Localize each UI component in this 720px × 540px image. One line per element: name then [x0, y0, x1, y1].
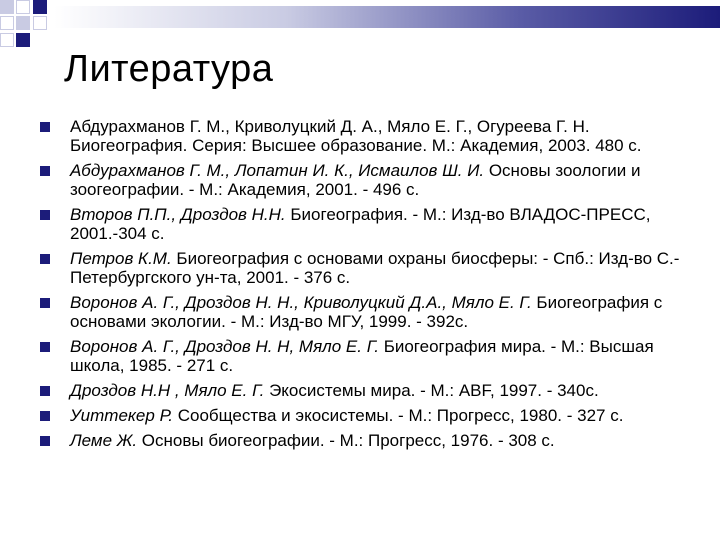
reference-text: Биогеография с основами экологии. - М.: Изд-во МГУ, 1999. - 392с.: [70, 293, 663, 331]
reference-authors: Петров К.М.: [70, 249, 172, 268]
decor-square: [33, 0, 47, 14]
list-item: [40, 249, 700, 287]
decor-square: [0, 33, 14, 47]
square-bullet-icon: [40, 436, 50, 446]
list-item: [40, 337, 700, 375]
reference-text: Сообщества и экосистемы. - М.: Прогресс, 1980. - 327 с.: [172, 406, 624, 425]
reference-text: Абдурахманов Г. М., Криволуцкий Д. А., Мяло Е. Г., Огуреева Г. Н. Биогеография. Серия: Высшее образование. М.: Академия, 2003. 480 с.: [70, 117, 642, 155]
reference-text: Биогеография с основами охраны биосферы: - Спб.: Изд-во С.-Петербургского ун-та, 2001. - 376 с.: [70, 249, 680, 287]
decor-square: [33, 16, 47, 30]
reference-text: Основы биогеографии. - М.: Прогресс, 1976. - 308 с.: [137, 431, 555, 450]
reference-text: Биогеография мира. - М.: Высшая школа, 1985. - 271 с.: [70, 337, 654, 375]
decor-square: [16, 33, 30, 47]
list-item: [40, 205, 700, 243]
square-bullet-icon: [40, 386, 50, 396]
reference-authors: Леме Ж.: [70, 431, 138, 450]
decor-square: [0, 0, 14, 14]
reference-authors: Воронов А. Г., Дроздов Н. Н, Мяло Е. Г.: [70, 337, 379, 356]
square-bullet-icon: [40, 210, 50, 220]
reference-list: [40, 117, 700, 456]
decor-square: [16, 16, 30, 30]
reference-authors: Абдурахманов Г. М., Лопатин И. К., Исмаилов Ш. И.: [70, 161, 485, 180]
list-item: [40, 117, 700, 155]
header-bar: [54, 6, 720, 28]
decor-square: [0, 16, 14, 30]
list-item: [40, 381, 700, 400]
reference-authors: Второв П.П., Дроздов Н.Н.: [70, 205, 286, 224]
list-item: [40, 406, 700, 425]
square-bullet-icon: [40, 298, 50, 308]
page-title: Литература: [64, 48, 274, 90]
reference-text: Биогеография. - М.: Изд-во ВЛАДОС-ПРЕСС, 2001.-304 с.: [70, 205, 651, 243]
list-item: [40, 293, 700, 331]
decor-square: [16, 0, 30, 14]
square-bullet-icon: [40, 254, 50, 264]
list-item: [40, 431, 700, 450]
square-bullet-icon: [40, 122, 50, 132]
list-item: [40, 161, 700, 199]
square-bullet-icon: [40, 342, 50, 352]
reference-text: Основы зоологии и зоогеографии. - М.: Академия, 2001. - 496 с.: [70, 161, 641, 199]
reference-authors: Уиттекер Р.: [70, 406, 173, 425]
square-bullet-icon: [40, 411, 50, 421]
reference-authors: Дроздов Н.Н , Мяло Е. Г.: [70, 381, 265, 400]
reference-authors: Воронов А. Г., Дроздов Н. Н., Криволуцкий Д.А., Мяло Е. Г.: [70, 293, 532, 312]
reference-text: Экосистемы мира. - М.: ABF, 1997. - 340с.: [264, 381, 599, 400]
square-bullet-icon: [40, 166, 50, 176]
